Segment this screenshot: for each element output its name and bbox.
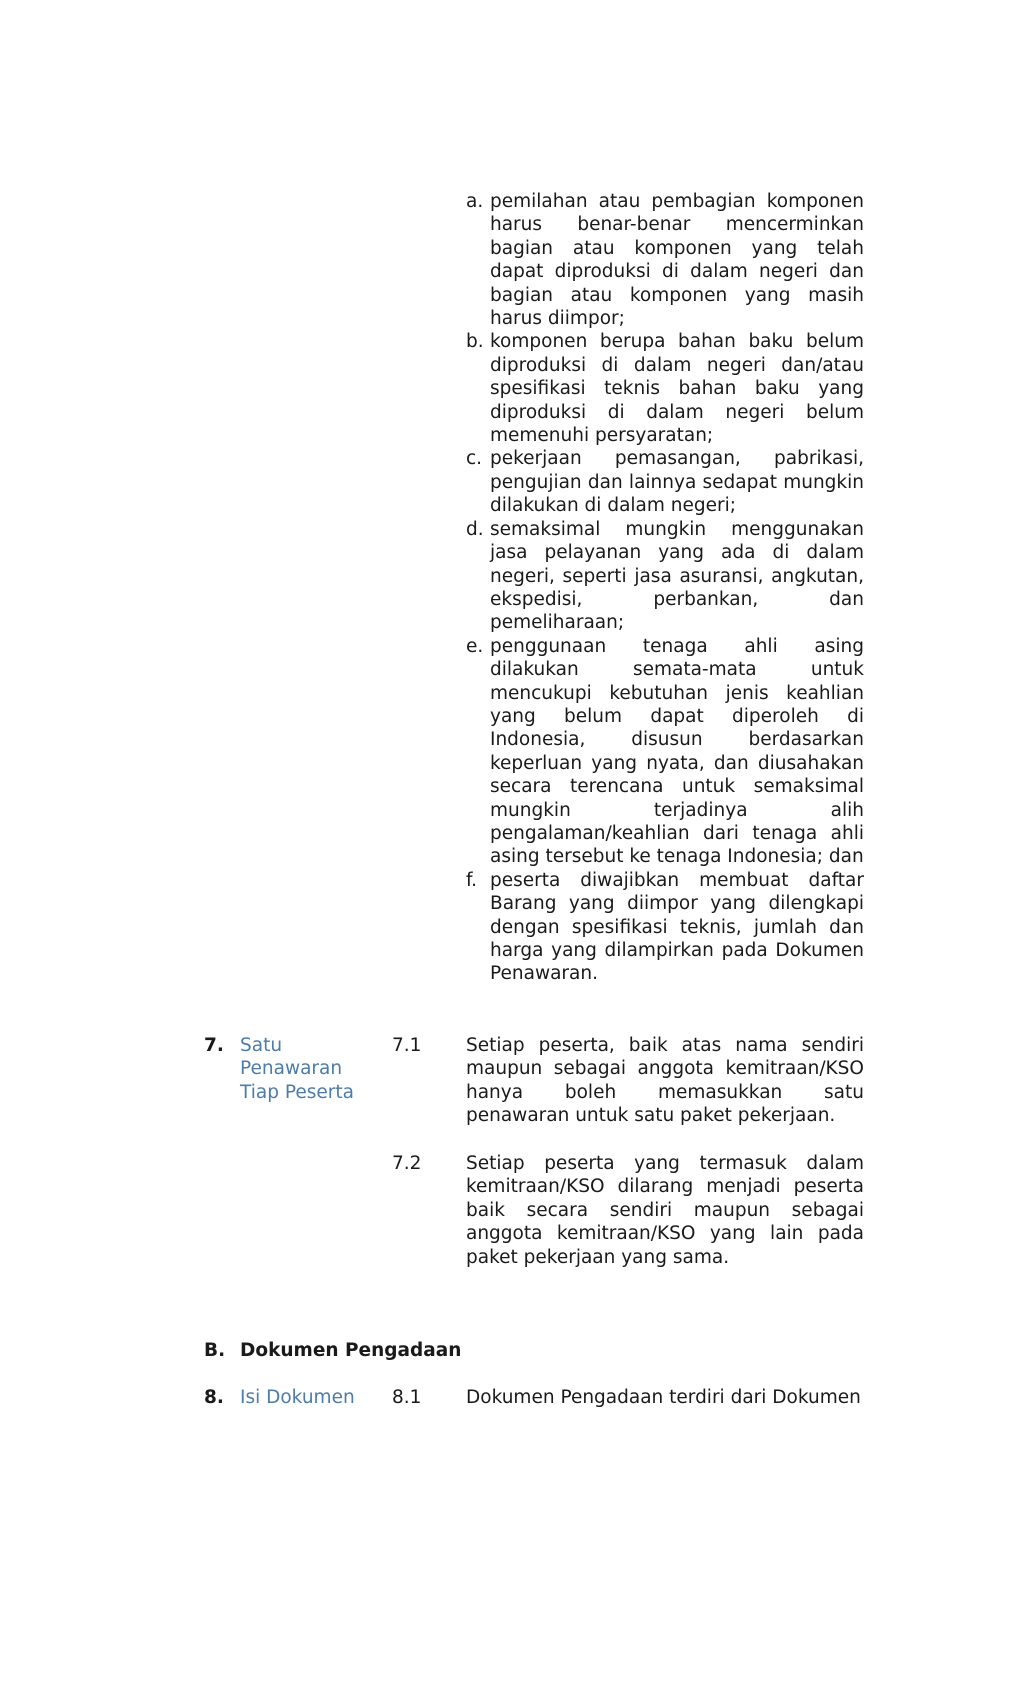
list-marker: d.: [466, 518, 484, 540]
list-text: semaksimal mungkin menggunakan jasa pelayanan yang ada di dalam negeri, seperti jasa asuransi, angkutan, ekspedisi, perbankan, dan pemeliharaan;: [490, 518, 864, 634]
list-text: pekerjaan pemasangan, pabrikasi, pengujian dan lainnya sedapat mungkin dilakukan di dalam negeri;: [490, 448, 864, 517]
subclause-text: Dokumen Pengadaan terdiri dari Dokumen: [466, 1387, 861, 1408]
clause-heading-line: Penawaran: [240, 1058, 343, 1080]
clause-heading-line: Tiap Peserta: [240, 1081, 354, 1103]
list-item: [466, 190, 864, 330]
list-marker: b.: [466, 331, 484, 353]
list-item: [466, 635, 864, 869]
clause-number: 7.: [204, 1035, 224, 1056]
subclause-number: 8.1: [392, 1387, 422, 1408]
list-marker: a.: [466, 191, 484, 212]
list-text: penggunaan tenaga ahli asing dilakukan semata-mata untuk mencukupi kebutuhan jenis keahlian yang belum dapat diperoleh di Indonesia, disusun berdasarkan keperluan yang nyata, dan diusahakan secara terencana untuk semaksimal mungkin terjadinya alih pengalaman/keahlian dari tenaga ahli asing tersebut ke tenaga Indonesia; dan: [490, 635, 864, 868]
list-text: komponen berupa bahan baku belum diproduksi di dalam negeri dan/atau spesifikasi teknis bahan baku yang diproduksi di dalam negeri belum memenuhi persyaratan;: [490, 331, 864, 447]
section-title: Dokumen Pengadaan: [240, 1340, 462, 1361]
list-marker: f.: [466, 869, 478, 891]
requirements-list: [466, 190, 864, 986]
subclause-text: Setiap peserta, baik atas nama sendiri maupun sebagai anggota kemitraan/KSO hanya boleh memasukkan satu penawaran untuk satu paket pekerjaan.: [466, 1035, 864, 1127]
clause-number: 8.: [204, 1387, 224, 1408]
list-marker: c.: [466, 448, 483, 470]
list-item: [466, 869, 864, 986]
clause-heading-line: Satu: [240, 1035, 283, 1056]
list-item: [466, 330, 864, 447]
clause-heading: Isi Dokumen: [240, 1387, 355, 1408]
list-text: peserta diwajibkan membuat daftar Barang yang diimpor yang dilengkapi dengan spesifikasi teknis, jumlah dan harga yang dilampirkan pada Dokumen Penawaran.: [490, 869, 864, 985]
list-item: [466, 447, 864, 517]
clause-heading: [240, 1034, 390, 1104]
subclause-number: 7.1: [392, 1035, 422, 1056]
list-text: pemilahan atau pembagian komponen harus benar-benar mencerminkan bagian atau komponen yang telah dapat diproduksi di dalam negeri dan bagian atau komponen yang masih harus diimpor;: [490, 191, 864, 330]
list-item: [466, 518, 864, 635]
list-marker: e.: [466, 635, 484, 657]
subclause-number: 7.2: [392, 1153, 422, 1174]
subclause-text: Setiap peserta yang termasuk dalam kemitraan/KSO dilarang menjadi peserta baik secara sendiri maupun sebagai anggota kemitraan/KSO yang lain pada paket pekerjaan yang sama.: [466, 1153, 864, 1268]
section-letter: B.: [204, 1340, 226, 1361]
